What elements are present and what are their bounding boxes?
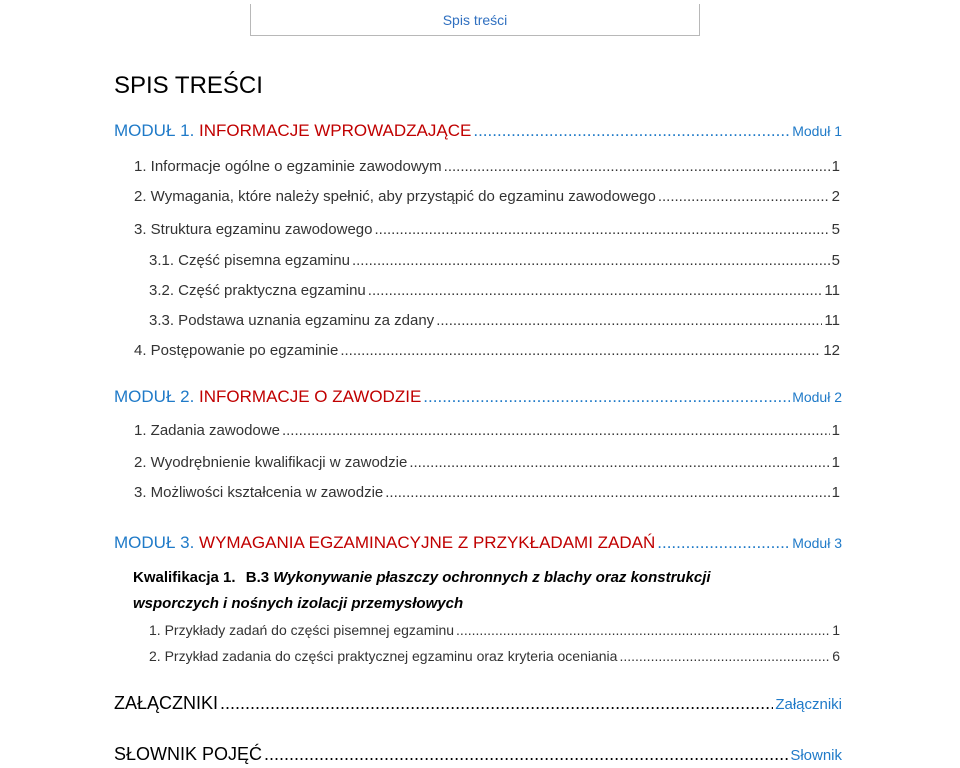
zalaczniki-label: ZAŁĄCZNIKI (114, 693, 219, 713)
entry-page: 5 (831, 252, 840, 269)
toc-entry[interactable] (134, 188, 840, 205)
toc-entry[interactable] (134, 221, 840, 238)
toc-entry[interactable] (149, 312, 840, 329)
slownik-label: SŁOWNIK POJĘĆ (114, 744, 263, 764)
toc-entry[interactable] (149, 282, 840, 299)
entry-page: 11 (824, 282, 840, 299)
entry-label: 3. Możliwości kształcenia w zawodzie (134, 484, 384, 501)
leader-dots (619, 648, 830, 664)
entry-label: 3. Struktura egzaminu zawodowego (134, 221, 373, 238)
leader-dots (658, 188, 830, 205)
leader-dots (340, 342, 821, 359)
toc-entry[interactable] (149, 622, 840, 638)
toc-entry[interactable] (134, 422, 840, 439)
leader-dots (368, 282, 823, 299)
entry-page: 2 (831, 188, 840, 205)
leader-dots (264, 744, 788, 765)
leader-dots (456, 622, 830, 638)
entry-page: 6 (832, 648, 840, 664)
leader-dots (282, 422, 830, 439)
header-tab (250, 4, 700, 36)
entry-label: 3.3. Podstawa uznania egzaminu za zdany (149, 312, 435, 329)
leader-dots (220, 693, 773, 714)
entry-page: 5 (831, 221, 840, 238)
toc-entry-modul3[interactable] (114, 533, 842, 553)
modul2-label: MODUŁ 2. INFORMACJE O ZAWODZIE (114, 387, 422, 406)
zalaczniki-page: Załączniki (775, 696, 842, 713)
entry-page: 1 (831, 454, 840, 471)
entry-page: 1 (831, 484, 840, 501)
leader-dots (436, 312, 822, 329)
modul3-label: MODUŁ 3. WYMAGANIA EGZAMINACYJNE Z PRZYKŁADAMI ZADAŃ (114, 533, 656, 552)
header-tab-label: Spis treści (442, 11, 508, 28)
leader-dots (473, 121, 790, 141)
leader-dots (423, 387, 790, 407)
entry-page: 1 (831, 158, 840, 175)
entry-label: 1. Przykłady zadań do części pisemnej egzaminu (149, 622, 455, 638)
toc-entry-modul1[interactable] (114, 121, 842, 141)
leader-dots (444, 158, 830, 175)
toc-entry[interactable] (134, 342, 840, 359)
modul1-label: MODUŁ 1. INFORMACJE WPROWADZAJĄCE (114, 121, 472, 140)
page-title: SPIS TREŚCI (114, 72, 263, 99)
kwalifikacja-line1: Kwalifikacja 1. B.3 Wykonywanie płaszczy ochronnych z blachy oraz konstrukcji (133, 569, 711, 586)
kwalifikacja-line2: wsporczych i nośnych izolacji przemysłowych (133, 595, 464, 612)
toc-entry[interactable] (149, 648, 840, 664)
toc-entry-modul2[interactable] (114, 387, 842, 407)
leader-dots (409, 454, 829, 471)
leader-dots (352, 252, 830, 269)
entry-label: 2. Przykład zadania do części praktycznej egzaminu oraz kryteria oceniania (149, 648, 618, 664)
leader-dots (374, 221, 829, 238)
entry-label: 4. Postępowanie po egzaminie (134, 342, 339, 359)
entry-label: 1. Zadania zawodowe (134, 422, 280, 439)
entry-label: 2. Wyodrębnienie kwalifikacji w zawodzie (134, 454, 408, 471)
entry-label: 2. Wymagania, które należy spełnić, aby przystąpić do egzaminu zawodowego (134, 188, 656, 205)
entry-page: 1 (832, 622, 840, 638)
toc-entry[interactable] (134, 484, 840, 501)
entry-page: 1 (831, 422, 840, 439)
entry-label: 3.1. Część pisemna egzaminu (149, 252, 350, 269)
modul3-page: Moduł 3 (792, 535, 842, 551)
toc-entry[interactable] (134, 454, 840, 471)
toc-entry-slownik[interactable] (114, 744, 842, 765)
leader-dots (385, 484, 829, 501)
entry-label: 3.2. Część praktyczna egzaminu (149, 282, 366, 299)
toc-entry[interactable] (134, 158, 840, 175)
modul1-page: Moduł 1 (792, 123, 842, 139)
toc-entry-zalaczniki[interactable] (114, 693, 842, 714)
slownik-page: Słownik (790, 747, 842, 764)
entry-label: 1. Informacje ogólne o egzaminie zawodowym (134, 158, 442, 175)
toc-entry[interactable] (149, 252, 840, 269)
entry-page: 11 (824, 312, 840, 329)
entry-page: 12 (823, 342, 840, 359)
modul2-page: Moduł 2 (792, 389, 842, 405)
leader-dots (657, 533, 790, 553)
